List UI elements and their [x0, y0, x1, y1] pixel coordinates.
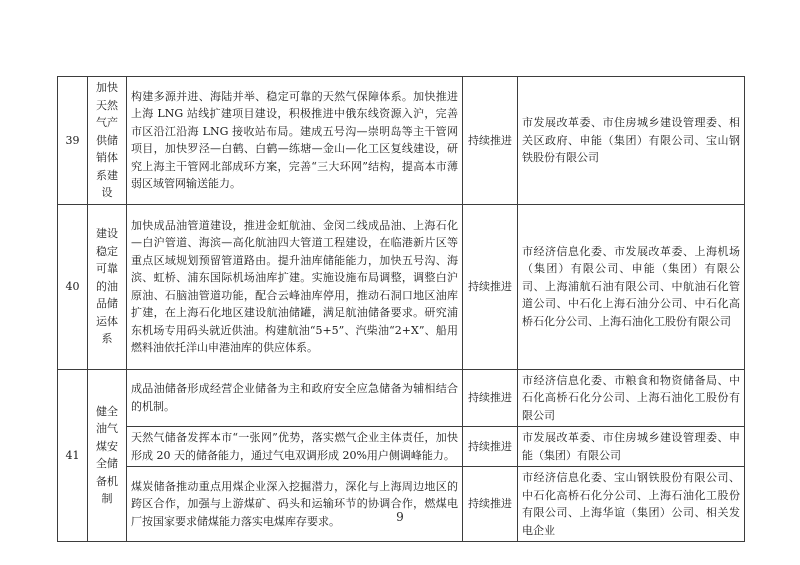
row-number-cell: 39	[58, 77, 88, 205]
responsible-cell: 市发展改革委、市住房城乡建设管理委、申能（集团）有限公司	[518, 427, 745, 467]
task-content-cell: 天然气储备发挥本市“一张网”优势，落实燃气企业主体责任，加快形成 20 天的储备能力，通过气电双调形成 20%用户侧调峰能力。	[127, 427, 463, 467]
table-row	[58, 204, 745, 369]
status-cell: 持续推进	[463, 77, 518, 205]
task-title-cell: 加快天然气产供储销体系建设	[88, 77, 127, 205]
table-row	[58, 427, 745, 467]
task-content-cell: 加快成品油管道建设，推进金虹航油、金闵二线成品油、上海石化—白沪管道、海滨—高化航油四大管道工程建设，在临港新片区等重点区域规划预留管道路由。提升油库储能能力，加快五号沟、海滨、虹桥、浦东国际机场油库扩建。实施设施布局调整，调整白沪原油、石脑油管道功能，配合云峰油库停用，推动石洞口地区油库扩建，在上海石化地区建设航油储罐，满足航油储备要求。研究浦东机场专用码头就近供油。构建航油“5+5”、汽柴油“2+X”、船用燃料油依托洋山申港油库的供应体系。	[127, 204, 463, 369]
task-content-cell: 煤炭储备推动重点用煤企业深入挖掘潜力，深化与上海周边地区的跨区合作，加强与上游煤矿、码头和运输环节的协调合作，燃煤电厂按国家要求储煤能力落实电煤库存要求。	[127, 467, 463, 542]
status-cell: 持续推进	[463, 204, 518, 369]
task-content-cell: 构建多源并进、海陆并举、稳定可靠的天然气保障体系。加快推进上海 LNG 站线扩建项目建设，积极推进中俄东线资源入沪，完善市区沿江沿海 LNG 接收站布局。建成五号沟—崇明岛等主干管网项目，加快罗泾—白鹤、白鹤—练塘—金山—化工区复线建设，研究上海主干管网北部成环方案，完善“三大环网”结构，提高本市薄弱区域管网输送能力。	[127, 77, 463, 205]
row-number-cell: 41	[58, 369, 88, 542]
tasks-table	[57, 76, 745, 542]
responsible-cell: 市经济信息化委、市发展改革委、上海机场（集团）有限公司、申能（集团）有限公司、上海浦航石油有限公司、中航油石化管道公司、中石化上海石油分公司、中石化高桥石化分公司、上海石油化工股份有限公司	[518, 204, 745, 369]
status-cell: 持续推进	[463, 467, 518, 542]
task-title-cell: 健全油气煤安全储备机制	[88, 369, 127, 542]
table-row	[58, 77, 745, 205]
row-number-cell: 40	[58, 204, 88, 369]
status-cell: 持续推进	[463, 427, 518, 467]
table-row	[58, 369, 745, 427]
responsible-cell: 市发展改革委、市住房城乡建设管理委、相关区政府、申能（集团）有限公司、宝山钢铁股份有限公司	[518, 77, 745, 205]
responsible-cell: 市经济信息化委、宝山钢铁股份有限公司、中石化高桥石化分公司、上海石油化工股份有限公司、上海华谊（集团）公司、相关发电企业	[518, 467, 745, 542]
table-row	[58, 467, 745, 542]
page-number: 9	[396, 510, 404, 524]
status-cell: 持续推进	[463, 369, 518, 427]
responsible-cell: 市经济信息化委、市粮食和物资储备局、中石化高桥石化分公司、上海石油化工股份有限公司	[518, 369, 745, 427]
task-content-cell: 成品油储备形成经营企业储备为主和政府安全应急储备为辅相结合的机制。	[127, 369, 463, 427]
task-title-cell: 建设稳定可靠的油品储运体系	[88, 204, 127, 369]
